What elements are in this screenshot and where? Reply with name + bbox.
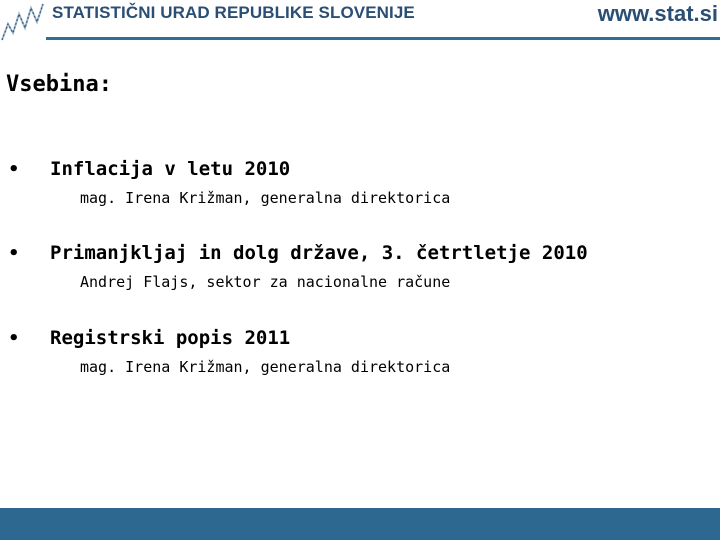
header [0, 0, 720, 44]
item-presenter: mag. Irena Križman, generalna direktorica [80, 358, 451, 376]
item-title: Inflacija v letu 2010 [50, 158, 291, 180]
item-presenter: mag. Irena Križman, generalna direktorica [80, 189, 451, 207]
bullet-icon: • [8, 328, 20, 349]
bullet-icon: • [8, 159, 20, 180]
slide-title: Vsebina: [6, 72, 112, 97]
header-divider [46, 37, 720, 40]
item-title: Registrski popis 2011 [50, 327, 291, 349]
organization-name: STATISTIČNI URAD REPUBLIKE SLOVENIJE [52, 3, 415, 22]
sors-logo-icon [0, 0, 46, 44]
footer-bar [0, 508, 720, 540]
bullet-icon: • [8, 243, 20, 264]
item-presenter: Andrej Flajs, sektor za nacionalne račune [80, 273, 451, 291]
item-title: Primanjkljaj in dolg države, 3. četrtletje 2010 [50, 242, 588, 264]
website-url[interactable]: www.stat.si [597, 1, 718, 26]
